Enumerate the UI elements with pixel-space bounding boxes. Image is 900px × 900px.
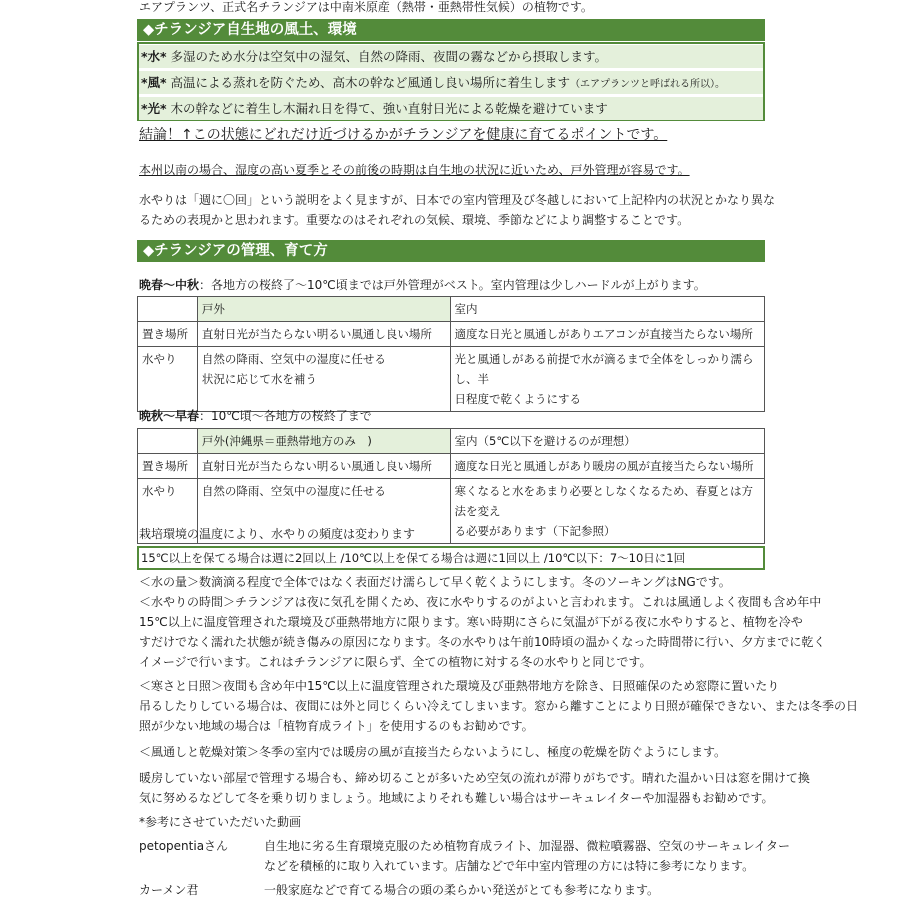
- reference-name: カーメン君: [139, 883, 199, 897]
- watering-line: るための表現かと思われます。重要なのはそれぞれの気候、環境、季節などにより調整することです。: [139, 213, 690, 227]
- habitat-row-water: [139, 45, 763, 68]
- reference-title: *参考にさせていただいた動画: [139, 815, 302, 829]
- habitat-row-wind: [139, 71, 763, 94]
- habitat-box: [137, 42, 765, 121]
- habitat-key: *水*: [141, 49, 167, 64]
- column-header-indoor: 室内（5℃以下を避けるのが理想）: [450, 429, 765, 454]
- reference-desc: 一般家庭などで育てる場合の頭の柔らかい発送がとても参考になります。: [264, 883, 660, 897]
- habitat-text: 多湿のため水分は空気中の湿気、自然の降雨、夜間の霧などから摂取します。: [166, 49, 608, 64]
- unheated-line: 気に努めるなどして冬を乗り切りましょう。地域によりそれも難しい場合はサーキュレイターや加湿器もお勧めです。: [139, 791, 774, 805]
- section-heading-care: ◆チランジアの管理、育て方: [137, 240, 765, 262]
- table-row: [138, 347, 765, 412]
- season-caption-autumn: [139, 406, 372, 426]
- watering-line: 水やりは「週に〇回」という説明をよく見ますが、日本での室内管理及び冬越しにおいて上記枠内の状況とかなり異な: [139, 193, 776, 207]
- honshu-text: 本州以南の場合、湿度の高い夏季とその前後の時期は自生地の状況に近いため、戸外管理が容易です。: [139, 163, 690, 177]
- season-label: 晩秋～早春: [139, 409, 200, 423]
- season-caption-spring: [139, 275, 706, 295]
- table-row: [138, 429, 765, 454]
- habitat-text: 高温による蒸れを防ぐため、高木の幹など風通し良い場所に着生します: [166, 75, 571, 90]
- table-corner: [138, 297, 198, 322]
- table-row: [138, 322, 765, 347]
- airflow-text: ＜風通しと乾燥対策＞冬季の室内では暖房の風が直接当たらないようにし、極度の乾燥を防ぐようにします。: [139, 745, 727, 759]
- cell-line: 寒くなると水をあまり必要としなくなるため、春夏とは方法を変え: [454, 484, 754, 518]
- table-cell: [197, 347, 450, 412]
- habitat-text: 木の幹などに着生し木漏れ日を得て、強い直射日光による乾燥を避けています: [166, 101, 608, 116]
- timing-line: ＜水やりの時間＞チランジアは夜に気孔を開くため、夜に水やりするのがよいと言われます。これは風通しよく夜間も含め年中: [139, 595, 822, 609]
- table-row: [138, 297, 765, 322]
- table-cell: [450, 347, 765, 412]
- cell-line: 光と風通しがある前提で水が滴るまで全体をしっかり濡らし、半: [454, 352, 754, 386]
- cell-line: 日程度で乾くようにする: [454, 392, 581, 406]
- habitat-note: （エアプランツと呼ばれる所以）。: [570, 79, 726, 90]
- column-header-outdoor: 戸外(沖縄県＝亜熱帯地方のみ ): [197, 429, 450, 454]
- frequency-note: 栽培環境の温度により、水やりの頻度は変わります: [139, 527, 416, 541]
- table-row: [138, 454, 765, 479]
- cold-line: 吊るしたりしている場合は、夜間には外と同じくらい冷えてしまいます。窓から離すことにより日照が確保できない、または冬季の日: [139, 699, 859, 713]
- row-label: 水やり: [138, 347, 198, 412]
- row-label: 置き場所: [138, 454, 198, 479]
- table-cell: 自然の降雨、空気中の湿度に任せる: [197, 479, 450, 544]
- row-label: 置き場所: [138, 322, 198, 347]
- habitat-row-light: [139, 97, 763, 120]
- cold-line: 照が少ない地域の場合は「植物育成ライト」を使用するのもお勧めです。: [139, 719, 534, 733]
- reference-desc: などを積極的に取り入れています。店舗などで年中室内管理の方には特に参考になります。: [264, 859, 755, 873]
- intro-text: エアプランツ、正式名チランジアは中南米原産（熱帯・亜熱帯性気候）の植物です。: [139, 0, 593, 14]
- habitat-key: *光*: [141, 101, 167, 116]
- table-cell: 直射日光が当たらない明るい風通し良い場所: [197, 322, 450, 347]
- cell-line: 状況に応じて水を補う: [201, 372, 317, 386]
- table-cell: 適度な日光と風通しがありエアコンが直接当たらない場所: [450, 322, 765, 347]
- section-heading-habitat: ◆チランジア自生地の風土、環境: [137, 19, 765, 41]
- timing-line: イメージで行います。これはチランジアに限らず、全ての植物に対する冬の水やりと同じです。: [139, 655, 652, 669]
- timing-line: 15℃以上に温度管理された環境及び亜熱帯地方に限ります。寒い時期にさらに気温が下がる夜に水やりすると、植物を冷や: [139, 615, 803, 629]
- reference-name: petopentiaさん: [139, 839, 229, 853]
- table-corner: [138, 429, 198, 454]
- season-desc: ：各地方の桜終了～10℃頃までは戸外管理がベスト。室内管理は少しハードルが上がります。: [199, 278, 706, 292]
- table-cell: [450, 479, 765, 544]
- unheated-line: 暖房していない部屋で管理する場合も、締め切ることが多いため空気の流れが滞りがちです。晴れた温かい日は窓を開けて換: [139, 771, 810, 785]
- conclusion-text: 結論！↑この状態にどれだけ近づけるかがチランジアを健康に育てるポイントです。: [139, 127, 668, 143]
- temperature-frequency-box: 15℃以上を保てる場合は週に2回以上 /10℃以上を保てる場合は週に1回以上 /10℃以下：7～10日に1回: [137, 546, 765, 570]
- season-label: 晩春～中秋: [139, 278, 200, 292]
- table-cell: 直射日光が当たらない明るい風通し良い場所: [197, 454, 450, 479]
- season-desc: ：10℃頃～各地方の桜終了まで: [199, 409, 372, 423]
- table-cell: 適度な日光と風通しがあり暖房の風が直接当たらない場所: [450, 454, 765, 479]
- column-header-outdoor: 戸外: [197, 297, 450, 322]
- care-table-spring: [137, 296, 765, 412]
- row-label: 水やり: [138, 479, 198, 544]
- habitat-key: *風*: [141, 75, 167, 90]
- cold-line: ＜寒さと日照＞夜間も含め年中15℃以上に温度管理された環境及び亜熱帯地方を除き、日照確保のため窓際に置いたり: [139, 679, 780, 693]
- reference-desc: 自生地に劣る生育環境克服のため植物育成ライト、加湿器、微粒噴霧器、空気のサーキュレイター: [264, 839, 790, 853]
- timing-line: すだけでなく濡れた状態が続き傷みの原因になります。冬の水やりは午前10時頃の温かくなった時間帯に行い、夕方までに乾く: [139, 635, 826, 649]
- cell-line: 自然の降雨、空気中の湿度に任せる: [201, 352, 386, 366]
- cell-line: る必要があります（下記参照）: [454, 524, 616, 538]
- water-amount-text: ＜水の量＞数滴滴る程度で全体ではなく表面だけ濡らして早く乾くようにします。冬のソーキングはNGです。: [139, 575, 731, 589]
- column-header-indoor: 室内: [450, 297, 765, 322]
